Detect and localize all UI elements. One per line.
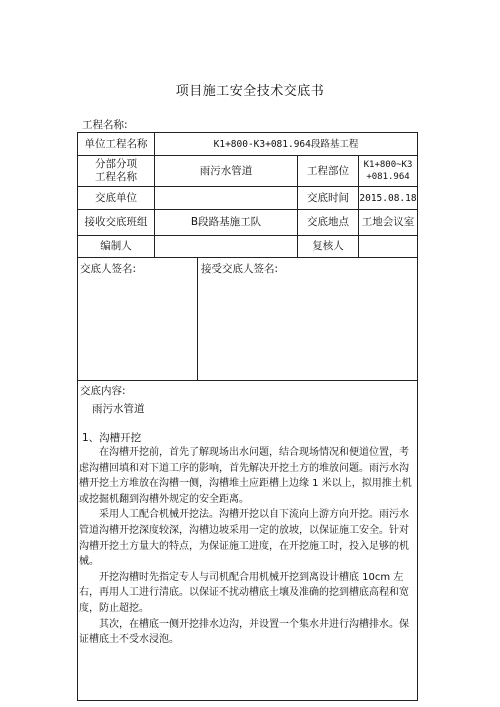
- sub-project-label: 分部分项工程名称: [95, 158, 137, 183]
- disclosure-time-value: 2015.08.18: [359, 192, 417, 204]
- disclosure-place-label: 交底地点: [307, 216, 349, 228]
- prepared-by-value: [155, 236, 297, 257]
- prepared-by-label: 编制人: [100, 240, 132, 252]
- paragraph: 开挖沟槽时先指定专人与司机配合用机械开挖到离设计槽底 10cm 左右，再用人工进行清底。以保证不扰动槽底土壤及准确的挖到槽底高程和宽度，防止超挖。: [79, 571, 409, 614]
- receiving-team-label: 接收交底班组: [84, 216, 148, 228]
- discloser-signature-label: 交底人签名:: [80, 263, 137, 275]
- paragraph: 采用人工配合机械开挖法。沟槽开挖以自下流向上游方向开挖。雨污水管道沟槽开挖深度较深，沟槽边坡采用一定的放坡，以保证施工安全。针对沟槽开挖土方量大的特点，为保证施工进度，在开挖施工时，投入足够的机械。: [79, 509, 409, 568]
- paragraph: 其次，在槽底一侧开挖排水边沟，并设置一个集水井进行沟槽排水。保证槽底土不受水浸泡。: [79, 618, 409, 646]
- paragraph: 在沟槽开挖前，首先了解现场出水问题，结合现场情况和便道位置，考虑沟槽回填和对下道工序的影响，首先解决开挖土方的堆放问题。雨污水沟槽开挖土方堆放在沟槽一侧，沟槽堆土应距槽上边缘 1 米以上，拟用推土机或挖掘机翻到沟槽外规定的安全距离。: [79, 447, 412, 505]
- unit-project-value: K1+800-K3+081.964段路基工程: [213, 138, 359, 150]
- disclosure-unit-label: 交底单位: [95, 191, 137, 204]
- page-title: 项目施工安全技术交底书: [175, 84, 325, 99]
- project-name-label: 工程名称:: [82, 119, 128, 131]
- location-label: 工程部位: [307, 164, 349, 177]
- location-value: K1+800~K3+081.964: [363, 160, 413, 182]
- reviewer-value: [359, 236, 417, 257]
- disclosure-place-value: 工地会议室: [361, 216, 415, 228]
- content-subject: 雨污水管道: [92, 403, 145, 415]
- reviewer-label: 复核人: [312, 240, 344, 252]
- content-label: 交底内容:: [80, 385, 126, 397]
- section-heading: 1、沟槽开挖: [82, 432, 142, 444]
- content-body: [79, 445, 416, 648]
- unit-project-label: 单位工程名称: [84, 137, 148, 150]
- receiver-signature-label: 接受交底人签名:: [201, 263, 279, 275]
- disclosure-unit-value: [155, 187, 297, 209]
- sub-project-value: 雨污水管道: [199, 164, 253, 177]
- disclosure-time-label: 交底时间: [307, 191, 349, 204]
- receiving-team-value: B段路基施工队: [190, 216, 262, 228]
